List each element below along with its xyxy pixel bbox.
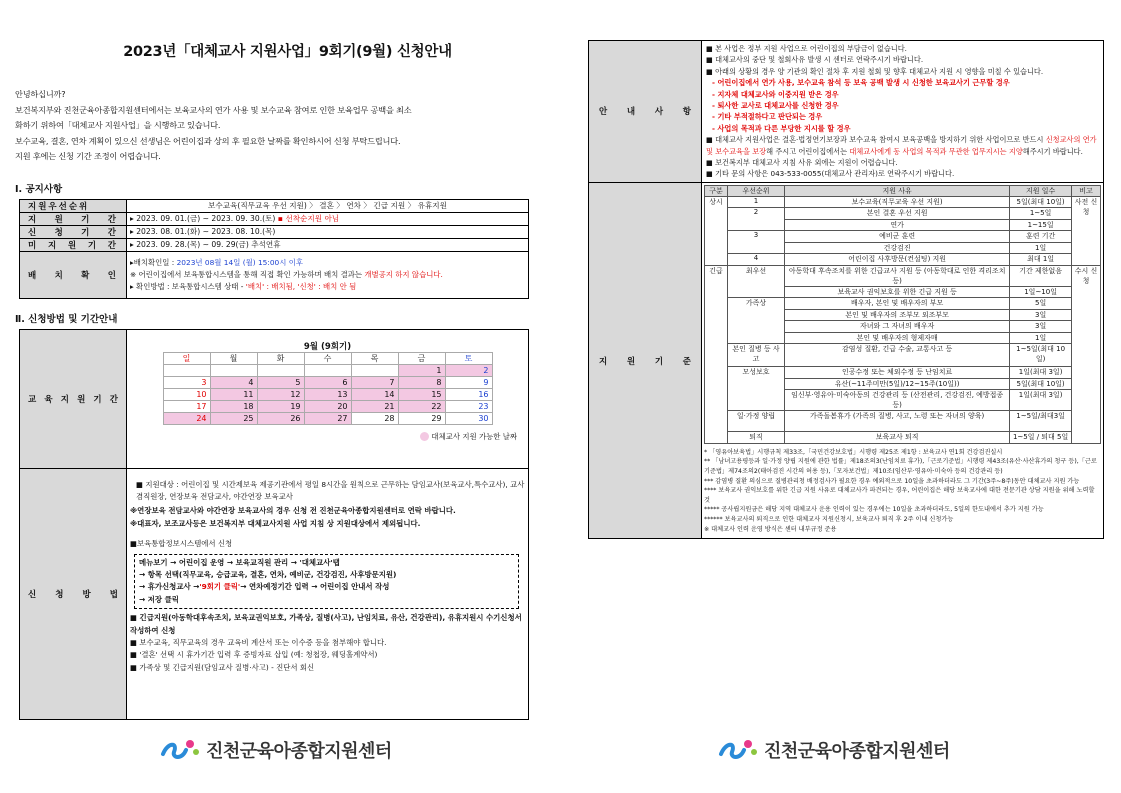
calendar-cell (127, 329, 529, 468)
notice-value (127, 251, 529, 298)
weekday-header: 수 (304, 352, 351, 364)
footnote: *** 감염병 질환 의심으로 질병관리청 배정검사가 필요한 경우 예외적으로 10일을 초과하더라도 그 기간(3주~8주)동안 대체교사 지원 가능 (704, 477, 1080, 485)
left-page (15, 0, 560, 793)
guide-table (588, 40, 1104, 539)
calendar-day: 2 (445, 364, 492, 376)
reason-cell: 가족돌봄휴가 (가족의 질병, 사고, 노령 또는 자녀의 양육) (785, 411, 1010, 432)
priority-cell: 4 (728, 254, 785, 266)
days-cell: 5일(최대 10일) (1010, 196, 1072, 208)
days-cell: 훈련 기간 (1010, 231, 1072, 243)
notice-label: 지 원 기 간 (20, 212, 127, 225)
guide-line: ■ 기타 문의 사항은 043-533-0055(대체교사 관리자)로 연락주시기 바랍니다. (706, 169, 955, 179)
notice-label: 지원우선순위 (20, 199, 127, 212)
col-header: 우선순위 (728, 185, 785, 196)
footnote: **** 보육교사 권익보호를 위한 긴급 지원 사유로 대체교사가 파견되는 경우, 어린이집은 해당 보육교사에 대한 전문기관 상담 지원을 위해 노력할 것 (704, 487, 1095, 504)
priority-cell: 1 (728, 196, 785, 208)
calendar-day: 30 (445, 412, 492, 424)
restriction-line: - 사업의 목적과 다른 부당한 지시를 할 경우 (712, 123, 851, 133)
footnote: ** 「남녀고용평등과 일·가정 양립 지원에 관한 법률」제18조의3(난임치료 휴가),「근로기준법」시행령 제43조(유산·사산휴가의 청구 등),「근로기준법」제74조의2(태아검진 시간의 허용 등),「모자보건법」제10조(임산부·영유아·미숙아 등의 건강관리 등) (704, 458, 1097, 476)
calendar-day: 22 (398, 400, 445, 412)
calendar-day: 6 (304, 376, 351, 388)
priority-cell: 가족상 (728, 298, 785, 344)
weekday-header: 월 (210, 352, 257, 364)
placement-note: ※ 어린이집에서 보육통합시스템을 통해 직접 확인 가능하며 배치 결과는 개별공지 하지 않습니다. (130, 269, 443, 279)
calendar-day (163, 364, 210, 376)
calendar-day: 17 (163, 400, 210, 412)
method-line: ■보육통합정보시스템에서 신청 (130, 539, 233, 549)
priority-cell: 최우선 (728, 265, 785, 298)
calendar-day: 19 (257, 400, 304, 412)
calendar-day (351, 364, 398, 376)
footnote: ****** 보육교사의 퇴직으로 인한 대체교사 지원신청시, 보육교사 퇴직 후 2주 이내 신청가능 (704, 516, 954, 524)
priority-cell: 3 (728, 231, 785, 254)
col-header: 비고 (1072, 185, 1101, 196)
weekday-header: 목 (351, 352, 398, 364)
procedure-step: → 항목 선택(직무교육, 승급교육, 결혼, 연차, 예비군, 건강검진, 사후방문지원) (139, 569, 397, 579)
priority-cell: 모성보호 (728, 367, 785, 411)
method-line: ※대표자, 보조교사등은 보건복지부 대체교사지원 사업 지침 상 지원대상에서 제외됩니다. (130, 518, 421, 528)
intro-text (15, 87, 560, 165)
method-line: ※연장보육 전담교사와 야간연장 보육교사의 경우 신청 전 진천군육아종합지원센터로 연락 바랍니다. (130, 506, 456, 516)
reason-cell: 배우자, 본인 및 배우자의 부모 (785, 298, 1010, 310)
calendar-day: 20 (304, 400, 351, 412)
method-line: ■ '결혼' 선택 시 휴가기간 입력 후 증빙자료 삽입 (예: 청첩장, 웨딩홀계약서) (130, 650, 378, 660)
days-cell: 1~5일 / 퇴대 5일 (1010, 432, 1072, 444)
calendar-day: 11 (210, 388, 257, 400)
legend-dot-icon (420, 432, 429, 441)
reason-cell: 예비군 훈련 (785, 231, 1010, 243)
guide-content (702, 41, 1104, 183)
notice-table (19, 199, 529, 299)
criteria-content (702, 182, 1104, 538)
calendar-day: 13 (304, 388, 351, 400)
days-cell: 1일 (1010, 242, 1072, 254)
calendar-day: 26 (257, 412, 304, 424)
footnote: ***** 공사립지원금은 해당 지역 대체교사 운용 인력이 있는 경우에는 10일을 초과하더라도, 5일의 한도내에서 추가 지원 가능 (704, 506, 1044, 514)
priority-cell: 퇴직 (728, 432, 785, 444)
placement-method: ▸ 확인방법 : 보육통합시스템 상태 - '배치' : 배치됨, '신청' : 배치 안 됨 (130, 281, 357, 291)
method-line: ■ 긴급지원(아동학대후속조치, 보육교권익보호, 가족상, 질병(사고), 난임치료, 유산, 건강관리), 유휴지원시 수기신청서 작성하여 신청 (130, 613, 522, 635)
calendar-day (257, 364, 304, 376)
days-cell: 1일 (1010, 332, 1072, 344)
notice-value (127, 212, 529, 225)
method-label: 신 청 방 법 (20, 468, 127, 719)
calendar-day: 25 (210, 412, 257, 424)
reason-cell: 유산(~11주미만(5일)/12~15주(10일)) (785, 378, 1010, 390)
restriction-line: - 퇴사한 교사로 대체교사를 신청한 경우 (712, 101, 839, 111)
calendar (163, 340, 493, 425)
notice-value: ▸ 2023. 08. 01.(화) ~ 2023. 08. 10.(목) (127, 225, 529, 238)
placement-date: ▸배치확인일 : 2023년 08월 14일 (월) 15:00시 이후 (130, 257, 304, 267)
calendar-day (304, 364, 351, 376)
method-line: ■ 보수교육, 직무교육의 경우 교육비 계산서 또는 이수증 등을 첨부해야 합니다. (130, 637, 387, 647)
reason-cell: 임신부·영유아·미숙아동의 건강관리 등 (산전관리, 건강검진, 예방접종 등) (785, 390, 1010, 411)
first-come-note: ▪ 선착순지원 아님 (275, 214, 340, 223)
footnote: ※ 대체교사 인력 운영 방식은 센터 내부규정 준용 (704, 525, 837, 533)
reason-cell: 본인 및 배우자의 형제자매 (785, 332, 1010, 344)
calendar-day: 29 (398, 412, 445, 424)
priority-cell: 본인 질병 등 사고 (728, 344, 785, 367)
section-heading-method: Ⅱ. 신청방법 및 기간안내 (15, 313, 118, 325)
reason-cell: 보수교육(직무교육 우선 지원) (785, 196, 1010, 208)
calendar-day: 4 (210, 376, 257, 388)
guide-line: ■ 보건복지부 대체교사 지침 사유 외에는 지원이 어렵습니다. (706, 158, 898, 168)
guide-line: ■ 대체교사 지원사업은 결혼·법정연기보장과 보수교육 참여시 보육공백을 방지하기 위한 사업이므로 반드시 신청교사의 연가 및 보수교육을 보장해 주시고 어린이집에서는 대체교사에게 동 사업의 목적과 무관한 업무지시는 지양해주시기 바랍니다. (706, 135, 1097, 156)
procedure-step: → 휴가신청교사 →'9회기 클릭'→ 연차예정기간 입력 → 어린이집 안내서 작성 (139, 582, 390, 592)
col-header: 구분 (705, 185, 728, 196)
reason-cell: 건강검진 (785, 242, 1010, 254)
footnote: * 「영유아보육법」시행규칙 제33조,「국민건강보호법」시행령 제25조 제1항 : 보육교사 연1회 건강검진실시 (704, 448, 1003, 456)
calendar-day: 12 (257, 388, 304, 400)
days-cell: 최대 1일 (1010, 254, 1072, 266)
weekday-header: 화 (257, 352, 304, 364)
edu-period-label: 교 육 지 원 기 간 (20, 329, 127, 468)
reason-cell: 감염성 질환, 긴급 수술, 교통사고 등 (785, 344, 1010, 367)
guide-line: ■ 대체교사의 중단 및 철회사유 발생 시 센터로 연락주시기 바랍니다. (706, 55, 924, 65)
method-line: ■ 가족상 및 긴급지원(담임교사 질병·사고) - 진단서 회신 (130, 662, 315, 672)
reason-cell: 본인 결혼 우선 지원 (785, 208, 1010, 220)
reason-cell: 본인 및 배우자의 조부모 외조부모 (785, 309, 1010, 321)
category-cell: 긴급 (705, 265, 728, 443)
col-header: 지원 일수 (1010, 185, 1072, 196)
method-content (127, 468, 529, 719)
notice-label: 미 지 원 기 간 (20, 238, 127, 251)
calendar-day: 23 (445, 400, 492, 412)
center-logo (160, 737, 392, 763)
guide-label: 안 내 사 항 (589, 41, 702, 183)
calendar-caption: 9월 (9회기) (303, 341, 352, 352)
section-heading-notice: Ⅰ. 공지사항 (15, 183, 63, 195)
calendar-day: 9 (445, 376, 492, 388)
notice-label: 배 치 확 인 (20, 251, 127, 298)
intro-line: 보건복지부와 진천군육아종합지원센터에서는 보육교사의 연가 사용 및 보수교육 참여로 인한 보육업무 공백을 최소 (15, 104, 412, 115)
days-cell: 3일 (1010, 321, 1072, 333)
calendar-day: 10 (163, 388, 210, 400)
notice-label: 신 청 기 간 (20, 225, 127, 238)
criteria-table (704, 185, 1101, 444)
calendar-day: 15 (398, 388, 445, 400)
calendar-day: 5 (257, 376, 304, 388)
calendar-day: 1 (398, 364, 445, 376)
notice-value: 보수교육(직무교육 우선 지원) 〉 결혼 〉 연차 〉 긴급 지원 〉 유휴지원 (127, 199, 529, 212)
logo-mark-icon (160, 738, 200, 762)
reason-cell: 자녀와 그 자녀의 배우자 (785, 321, 1010, 333)
period-text: ▸ 2023. 09. 01.(금) ~ 2023. 09. 30.(토) (130, 214, 276, 223)
calendar-day: 27 (304, 412, 351, 424)
note-cell: 사전 신청 (1072, 196, 1101, 265)
days-cell: 1~5일(최대 10일) (1010, 344, 1072, 367)
calendar-day: 8 (398, 376, 445, 388)
procedure-step: → 저장 클릭 (139, 594, 179, 604)
weekday-header: 일 (163, 352, 210, 364)
weekday-header: 토 (445, 352, 492, 364)
days-cell: 3일 (1010, 309, 1072, 321)
intro-line: 화하기 위하여「대체교사 지원사업」을 시행하고 있습니다. (15, 120, 221, 130)
days-cell: 5일(최대 10일) (1010, 378, 1072, 390)
method-line: ■ 지원대상 : 어린이집 및 시간제보육 제공기관에서 평일 8시간을 원칙으로 근무하는 담임교사(보육교사,특수교사), 교사겸직원장, 연장보육 전담교사, 야간연장 보육교사 (136, 479, 525, 501)
criteria-label: 지 원 기 준 (589, 182, 702, 538)
calendar-day: 3 (163, 376, 210, 388)
guide-line: ■ 본 사업은 정부 지원 사업으로 어린이집의 부담금이 없습니다. (706, 44, 907, 53)
right-page (588, 0, 1104, 793)
logo-mark-icon (718, 738, 758, 762)
logo-text: 진천군육아종합지원센터 (764, 741, 950, 762)
reason-cell: 아동학대 후속조치를 위한 긴급교사 지원 등 (아동학대로 인한 격리조치 등) (785, 265, 1010, 286)
reason-cell: 연가 (785, 219, 1010, 231)
priority-cell: 2 (728, 208, 785, 231)
restriction-line: - 기타 부적절하다고 판단되는 경우 (712, 112, 823, 122)
procedure-box (134, 554, 519, 610)
intro-line: 보수교육, 결혼, 연차 계획이 있으신 선생님은 어린이집과 상의 후 필요한 날짜를 확인하시어 신청 부탁드립니다. (15, 135, 401, 146)
days-cell: 1~5일 (1010, 208, 1072, 220)
priority-cell: 일·가정 양립 (728, 411, 785, 432)
footnotes (704, 448, 1101, 534)
method-table (19, 329, 529, 720)
days-cell: 기간 제한없음 (1010, 265, 1072, 286)
reason-cell: 인공수정 또는 체외수정 등 난임치료 (785, 367, 1010, 379)
center-logo (718, 737, 950, 763)
days-cell: 1~15일 (1010, 219, 1072, 231)
calendar-day: 18 (210, 400, 257, 412)
logo-text: 진천군육아종합지원센터 (206, 741, 392, 762)
restriction-line: - 어린이집에서 연가 사용, 보수교육 참석 등 보육 공백 발생 시 신청한 보육교사기 근무할 경우 (712, 78, 1010, 88)
calendar-day: 24 (163, 412, 210, 424)
col-header: 지원 사유 (785, 185, 1010, 196)
intro-line: 지원 후에는 신청 기간 조정이 어렵습니다. (15, 151, 161, 161)
category-cell: 상시 (705, 196, 728, 265)
days-cell: 1일(최대 3일) (1010, 367, 1072, 379)
guide-line: ■ 아래의 상황의 경우 양 기관의 확인 절차 후 지원 철회 및 향후 대체교사 지원 시 영향을 미칠 수 있습니다. (706, 66, 1044, 76)
weekday-header: 금 (398, 352, 445, 364)
calendar-day (210, 364, 257, 376)
calendar-day: 28 (351, 412, 398, 424)
note-cell: 수시 신청 (1072, 265, 1101, 443)
days-cell: 1~5일/최대3일 (1010, 411, 1072, 432)
procedure-step: 메뉴보기 → 어린이집 운영 → 보육교직원 관리 → '대체교사'탭 (139, 557, 340, 567)
calendar-day: 14 (351, 388, 398, 400)
days-cell: 5일 (1010, 298, 1072, 310)
calendar-legend: 대체교사 지원 가능한 날짜 (130, 431, 517, 442)
calendar-day: 7 (351, 376, 398, 388)
notice-value: ▸ 2023. 09. 28.(목) ~ 09. 29(금) 추석연휴 (127, 238, 529, 251)
restriction-line: - 지자체 대체교사와 이중지원 받은 경우 (712, 89, 839, 99)
days-cell: 1일~10일 (1010, 286, 1072, 298)
reason-cell: 보육교사 퇴직 (785, 432, 1010, 444)
calendar-day: 16 (445, 388, 492, 400)
document-title: 2023년「대체교사 지원사업」9회기(9월) 신청안내 (123, 44, 452, 60)
intro-line: 안녕하십니까? (15, 89, 66, 99)
days-cell: 1일(최대 3일) (1010, 390, 1072, 411)
reason-cell: 보육교사 권익보호를 위한 긴급 지원 등 (785, 286, 1010, 298)
reason-cell: 어린이집 사후방문(컨설팅) 지원 (785, 254, 1010, 266)
calendar-day: 21 (351, 400, 398, 412)
